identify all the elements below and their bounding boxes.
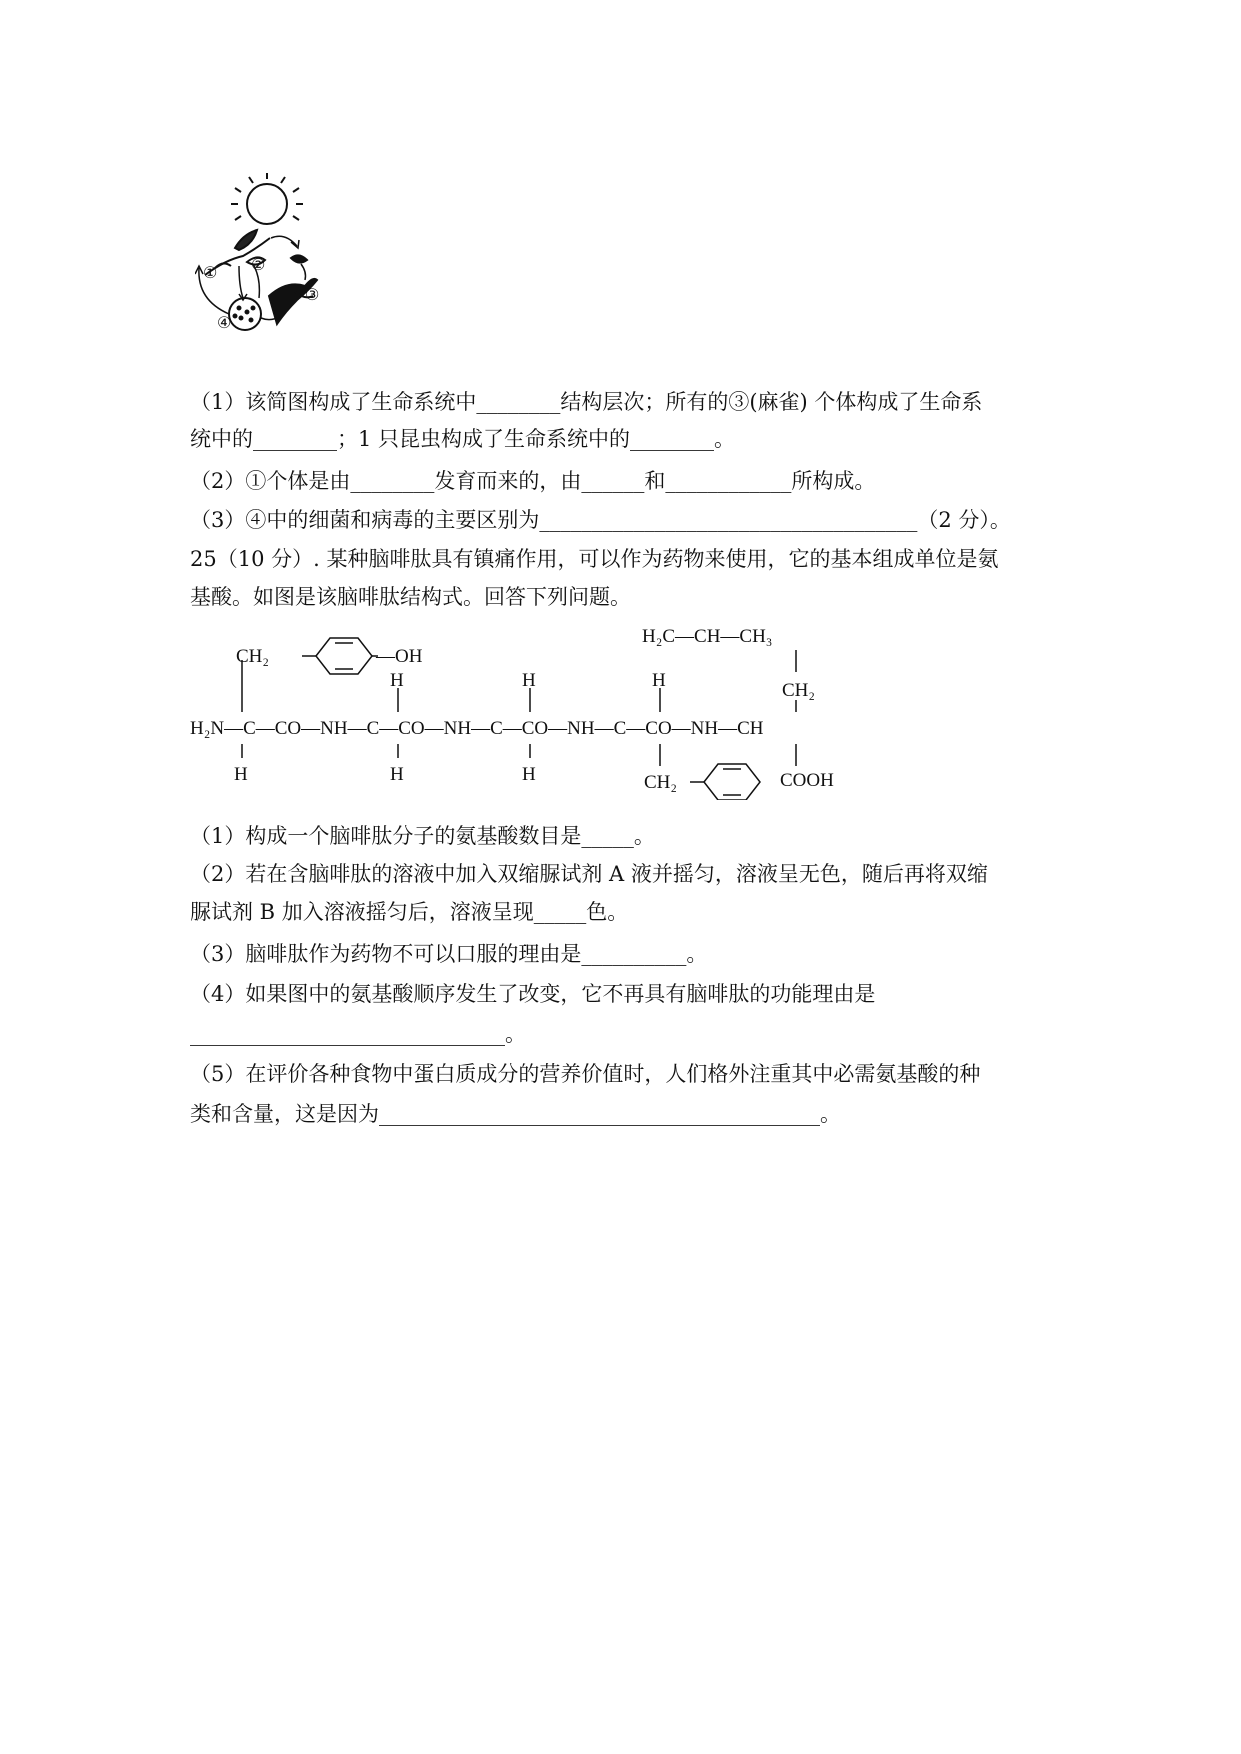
q24-part1-line1: （1）该简图构成了生命系统中________结构层次；所有的③(麻雀) 个体构成了生命系 [190, 390, 983, 414]
q25-part2-line2: 脲试剂 B 加入溶液摇匀后，溶液呈现_____色。 [190, 900, 629, 924]
q24-part2: （2）①个体是由________发育而来的，由______和____________所构成。 [190, 469, 876, 493]
insect-icon [291, 255, 307, 262]
h-bottom-3: H [522, 764, 536, 785]
q24-part3: （3）④中的细菌和病毒的主要区别为____________________________________（2 分）。 [190, 508, 1011, 532]
q25-part2-line1: （2）若在含脑啡肽的溶液中加入双缩脲试剂 A 液并摇匀，溶液呈无色，随后再将双缩 [190, 862, 988, 886]
ecosystem-figure [195, 168, 365, 368]
h-top-3: H [522, 670, 536, 691]
figure-label-4: ④ [217, 315, 232, 332]
main-chain: H₂N—C—CO—NH—C—CO—NH—C—CO—NH—C—CO—NH—CH [190, 718, 764, 739]
figure-label-2: ② [251, 257, 266, 274]
q24-part1-line2: 统中的________；1 只昆虫构成了生命系统中的________。 [190, 427, 736, 451]
h-bottom-1: H [234, 764, 248, 785]
cooh-group: COOH [780, 770, 834, 791]
h-bottom-2: H [390, 764, 404, 785]
q25-part4-line2: ______________________________。 [190, 1022, 526, 1046]
sun-icon [231, 173, 303, 224]
enkephalin-structure [190, 620, 910, 800]
q25-part3: （3）脑啡肽作为药物不可以口服的理由是__________。 [190, 942, 708, 966]
top-right-group: H₂C—CH—CH₃ [642, 626, 773, 647]
figure-label-3: ③ [305, 287, 320, 304]
q25-part5-line1: （5）在评价各种食物中蛋白质成分的营养价值时，人们格外注重其中必需氨基酸的种 [190, 1062, 981, 1086]
h-top-2: H [390, 670, 404, 691]
q25-intro-line2: 基酸。如图是该脑啡肽结构式。回答下列问题。 [190, 585, 631, 609]
q25-part4-line1: （4）如果图中的氨基酸顺序发生了改变，它不再具有脑啡肽的功能理由是 [190, 982, 876, 1006]
q25-part5-line2: 类和含量，这是因为__________________________________________。 [190, 1102, 841, 1126]
soil-microbes-icon [229, 298, 261, 330]
figure-label-1: ① [203, 265, 218, 282]
q25-intro-line1: 25（10 分）. 某种脑啡肽具有镇痛作用，可以作为药物来使用，它的基本组成单位是氨 [190, 547, 999, 571]
q25-part1: （1）构成一个脑啡肽分子的氨基酸数目是_____。 [190, 824, 655, 848]
oh-group: —OH [376, 646, 423, 667]
ch2-leu: CH₂ [782, 680, 816, 701]
ch2-tyr: CH₂ [236, 646, 270, 667]
h-top-4: H [652, 670, 666, 691]
ch2-phe: CH₂ [644, 772, 678, 793]
